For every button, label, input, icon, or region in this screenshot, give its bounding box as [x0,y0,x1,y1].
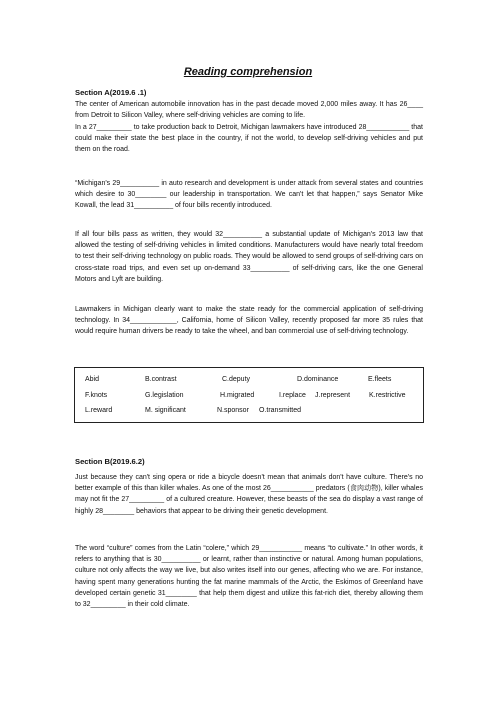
option-n: N.sponsor [217,407,249,414]
option-k: K.restrictive [369,392,406,399]
option-j: J.represent [315,392,351,399]
option-d: D.dominance [297,376,339,383]
section-b-paragraph-1: Just because they can't sing opera or ride a bicycle doesn't mean that animals don't have culture. There's no better example of this than killer whales. As one of the most 26___________ predators (食肉动物), killer whales may not fit the 27_________ of a cultured creature. However, these beasts of the sea do display a vast range of highly 28________ behaviors that appear to be driving their genetic development. [75,474,423,515]
option-c: C.deputy [222,376,251,383]
option-g: G.legislation [145,392,184,399]
section-b-paragraph-2: The word “culture” comes from the Latin “colere,” which 29___________ means “to cultivate.” In other words, it refers to anything that is 30__________ or learnt, rather than instinctive or natural. Among human populations, culture not only affects the way we live, but also writes itself into our genes, affecting who we are. For instance, having spent many generations hunting the fat marine mammals of the Arctic, the Eskimos of Greenland have developed certain genetic 31________ that help them digest and utilize this fat-rich diet, thereby allowing them to 32_________ in their cold climate. [75,545,423,609]
option-o: O.transmitted [259,407,302,414]
section-a-heading: Section A(2019.6 .1) [75,88,147,97]
section-a-paragraph-4: If all four bills pass as written, they would 32__________ a substantial update of Michigan's 2013 law that allowed the testing of self-driving vehicles in limited conditions. Manufacturers would have nearly total freedom to test their self-driving technology on public roads. They would be allowed to send groups of self-driving cars on cross-state road trips, and even set up on-demand 33__________ of self-driving cars, like the one General Motors and Lyft are building. [75,231,423,283]
option-l: L.reward [85,407,113,414]
option-e: E.fleets [368,376,392,383]
page-title: Reading comprehension [183,66,313,78]
option-m: M. significant [145,407,186,414]
section-a-paragraph-3: “Michigan's 29__________ in auto research and development is under attack from several states and countries which desire to 30________ our leadership in transportation. We can't let that happen,” says Senator Mike Kowall, the lead 31__________ of four bills recently introduced. [75,180,423,210]
option-h: H.migrated [220,392,255,399]
section-a-paragraph-1: The center of American automobile innovation has in the past decade moved 2,000 miles away. It has 26____ from Detroit to Silicon Valley, where self-driving vehicles are coming to life. [75,101,423,120]
section-a-paragraph-5: Lawmakers in Michigan clearly want to make the state ready for the commercial application of self-driving technology. In 34____________, California, home of Silicon Valley, recently proposed far more 35 rules that would require human drivers be ready to take the wheel, and ban commercial use of self-driving technology. [75,306,423,336]
option-f: F.knots [85,392,108,399]
option-b: B.contrast [145,376,177,383]
section-b-heading: Section B(2019.6.2) [75,457,145,466]
option-a: Abid [85,376,100,383]
word-bank-box [74,367,424,423]
option-i: I.replace [279,392,306,399]
section-a-paragraph-2: In a 27_________ to take production back to Detroit, Michigan lawmakers have introduced 28___________ that could make their state the best place in the country, if not the world, to develop self-driving vehicles and put them on the road. [75,124,423,154]
